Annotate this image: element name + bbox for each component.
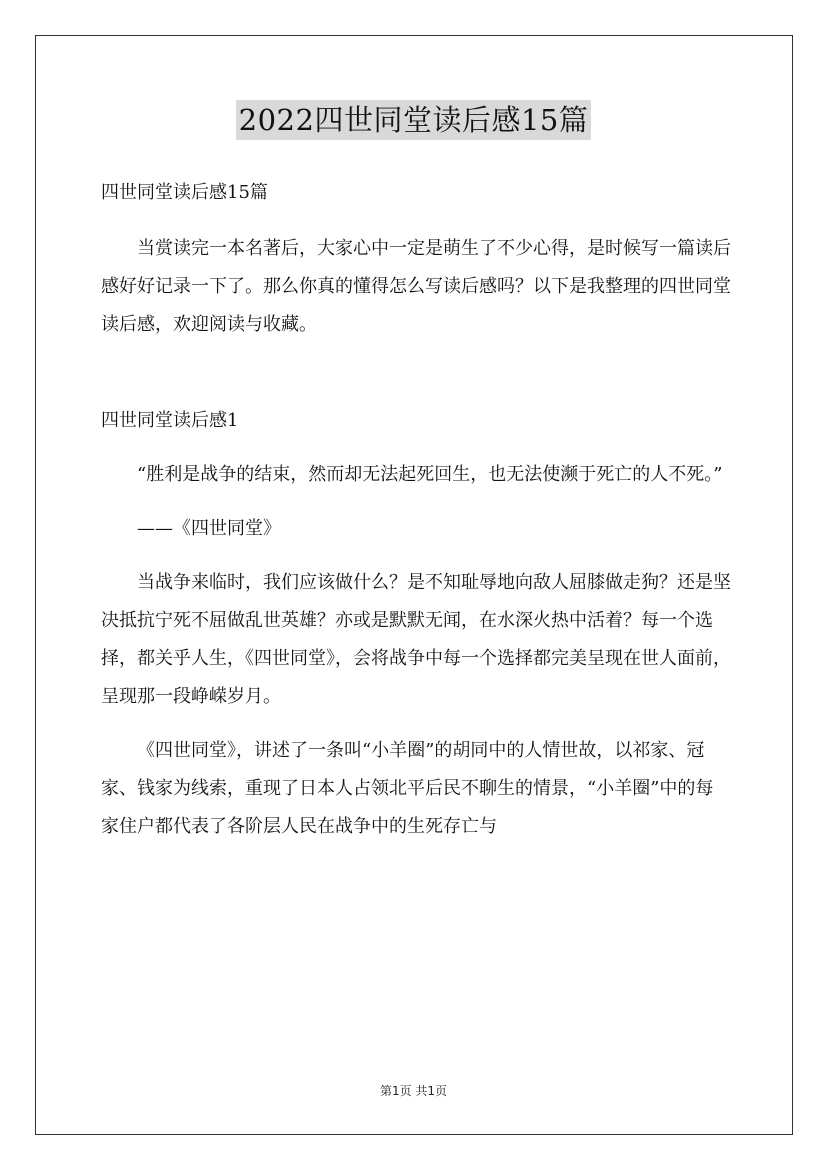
body-paragraph-2: 《四世同堂》，讲述了一条叫“小羊圈”的胡同中的人情世故，以祁家、冠家、钱家为线索，重现了日本人占领北平后民不聊生的情景，“小羊圈”中的每家住户都代表了各阶层人民在战争中的生死存亡与 [101,740,714,837]
spacer [101,344,731,402]
section-heading: 四世同堂读后感1 [101,410,239,431]
spacer [101,212,731,230]
document-title: 2022四世同堂读后感15篇 [236,100,592,140]
spacer [101,548,731,564]
quote-paragraph: “胜利是战争的结束，然而却无法起死回生，也无法使濒于死亡的人不死。” [137,464,723,485]
intro-paragraph: 当赏读完一本名著后，大家心中一定是萌生了不少心得，是时候写一篇读后感好好记录一下了。那么你真的懂得怎么写读后感吗？以下是我整理的四世同堂读后感，欢迎阅读与收藏。 [101,238,731,335]
spacer [101,494,731,510]
page-number: 第1页 共1页 [379,1084,448,1098]
spacer [101,716,731,732]
spacer [101,440,731,456]
page-footer [0,1082,827,1099]
quote-source: ——《四世同堂》 [137,518,281,539]
body-paragraph-1: 当战争来临时，我们应该做什么？是不知耻辱地向敌人屈膝做走狗？还是坚决抵抗宁死不屈做乱世英雄？亦或是默默无闻，在水深火热中活着？每一个选择，都关乎人生，《四世同堂》，会将战争中每一个选择都完美呈现在世人面前，呈现那一段峥嵘岁月。 [101,572,731,707]
document-title-container [0,100,827,140]
document-subtitle: 四世同堂读后感15篇 [101,182,268,203]
document-body [101,174,731,846]
